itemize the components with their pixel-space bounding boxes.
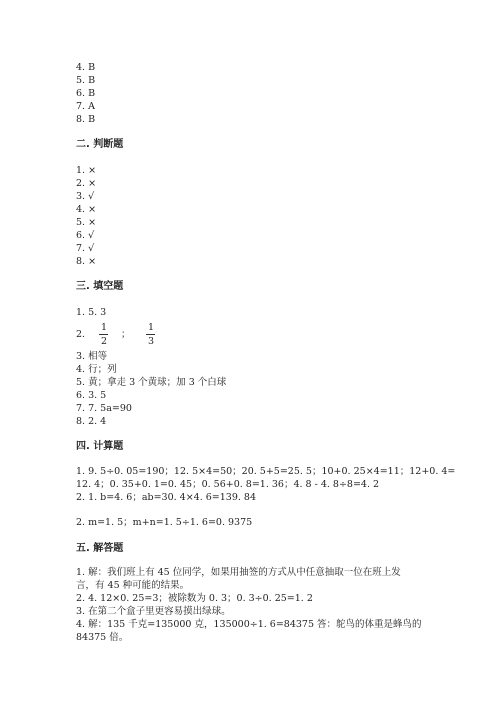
fraction-separator: ； — [121, 329, 131, 340]
calculation-answer: 2. 1. b=4. 6；ab=30. 4×4. 6=139. 84 — [76, 492, 257, 503]
choice-answer: 8. B — [76, 114, 96, 125]
fraction-denominator: 3 — [147, 336, 155, 347]
fraction-denominator: 2 — [100, 336, 108, 347]
fill-answer: 3. 相等 — [76, 351, 108, 362]
word-problem-answer: 3. 在第二个盒子里更容易摸出绿球。 — [76, 606, 231, 617]
word-problem-answer: 4. 解：135 千克=135000 克，135000÷1. 6=84375 答：鸵鸟的体重是蜂鸟的 — [76, 619, 422, 630]
word-problem-answer: 84375 倍。 — [76, 632, 129, 643]
word-problem-answer: 1. 解：我们班上有 45 位同学，如果用抽签的方式从中任意抽取一位在班上发 — [76, 567, 401, 578]
fill-answer: 5. 黄；拿走 3 个黄球；加 3 个白球 — [76, 377, 227, 388]
fraction-bar — [146, 334, 155, 335]
judgement-answer: 1. × — [76, 165, 97, 176]
fill-answer: 6. 3. 5 — [76, 390, 107, 401]
judgement-answer: 2. × — [76, 178, 97, 189]
section-heading-calculation: 四. 计算题 — [76, 441, 124, 452]
choice-answer: 5. B — [76, 75, 96, 86]
choice-answer: 6. B — [76, 88, 96, 99]
judgement-answer: 4. × — [76, 204, 97, 215]
calculation-answer: 2. m=1. 5；m+n=1. 5÷1. 6=0. 9375 — [76, 517, 253, 528]
fill-answer: 7. 7. 5a=90 — [76, 403, 132, 414]
word-problem-answer: 2. 4. 12×0. 25=3；被除数为 0. 3；0. 3÷0. 25=1. 2 — [76, 593, 313, 604]
fill-answer-label: 2. — [76, 329, 86, 340]
choice-answer: 4. B — [76, 62, 96, 73]
fraction-bar — [99, 334, 108, 335]
fill-answer: 1. 5. 3 — [76, 307, 107, 318]
fraction-numerator: 1 — [100, 322, 108, 333]
judgement-answer: 5. × — [76, 217, 97, 228]
judgement-answer: 6. √ — [76, 230, 95, 241]
section-heading-word-problems: 五. 解答题 — [76, 543, 124, 554]
word-problem-answer: 言，有 45 种可能的结果。 — [76, 580, 190, 591]
fraction-numerator: 1 — [147, 322, 155, 333]
judgement-answer: 8. × — [76, 256, 97, 267]
choice-answer: 7. A — [76, 101, 95, 112]
calculation-answer: 1. 9. 5÷0. 05=190；12. 5×4=50；20. 5+5=25. 5；10+0. 25×4=11；12+0. 4= — [76, 466, 456, 477]
fill-answer: 8. 2. 4 — [76, 416, 107, 427]
section-heading-judgement: 二. 判断题 — [76, 139, 124, 150]
judgement-answer: 3. √ — [76, 191, 95, 202]
fill-answer: 4. 行；列 — [76, 364, 117, 375]
calculation-answer: 12. 4；0. 35+0. 1=0. 45；0. 56+0. 8=1. 36；4. 8 - 4. 8÷8=4. 2 — [76, 479, 380, 490]
section-heading-fill-in: 三. 填空题 — [76, 281, 124, 292]
judgement-answer: 7. √ — [76, 243, 95, 254]
